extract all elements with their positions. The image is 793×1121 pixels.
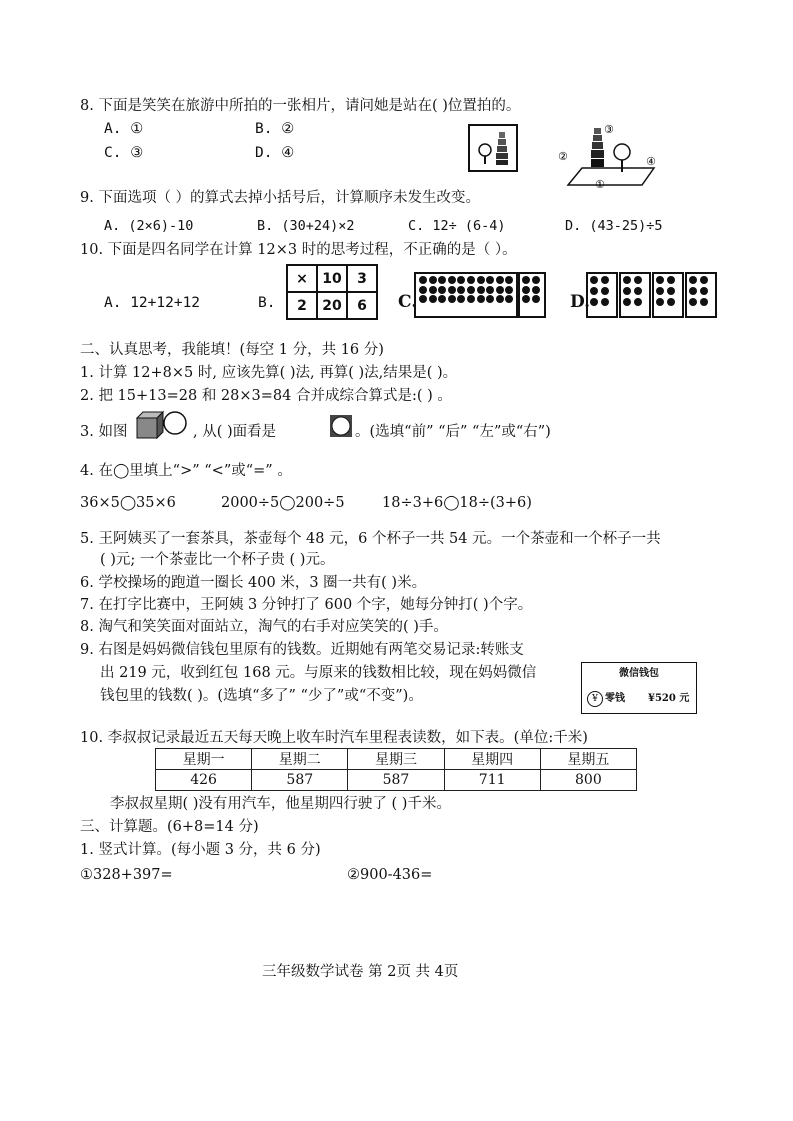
dot [656, 287, 664, 295]
view-figure [329, 414, 353, 438]
grid-cell: 20 [317, 292, 347, 319]
s2-q10-question: 李叔叔星期( )没有用汽车，他星期四行驶了 ( )千米。 [110, 796, 451, 812]
q8-option-a[interactable]: A. ① [104, 121, 144, 137]
dot [496, 286, 504, 294]
s2-q3-part1: 3. 如图 [80, 424, 128, 440]
q9-option-a[interactable]: A. (2×6)-10 [104, 218, 194, 234]
dot [590, 298, 598, 306]
table-cell: 587 [252, 770, 348, 791]
dot [700, 298, 708, 306]
dot [419, 276, 427, 284]
s2-q1: 1. 计算 12+8×5 时, 应该先算( )法, 再算( )法,结果是( )。 [80, 365, 458, 381]
dot [656, 298, 664, 306]
s2-q2: 2. 把 15+13=28 和 28×3=84 合并成综合算式是:( ) 。 [80, 388, 452, 404]
dot [532, 276, 540, 284]
dot [429, 286, 437, 294]
dot [448, 276, 456, 284]
grid-cell: 6 [347, 292, 377, 319]
q10-option-a[interactable]: A. 12+12+12 [104, 295, 201, 311]
table-cell: 711 [444, 770, 540, 791]
table-header-row [156, 749, 637, 770]
dot [448, 286, 456, 294]
dot [486, 286, 494, 294]
dot [522, 276, 530, 284]
dot [634, 298, 642, 306]
dot [623, 276, 631, 284]
s3-expr-1: ①328+397= [80, 867, 173, 883]
s2-q9-line1: 9. 右图是妈妈微信钱包里原有的钱数。近期她有两笔交易记录:转账支 [80, 642, 524, 658]
q9-stem: 9. 下面选项（ ）的算式去掉小括号后，计算顺序未发生改变。 [80, 190, 481, 206]
scene-label-1: ① [595, 178, 605, 191]
table-header-cell: 星期四 [444, 749, 540, 770]
dot [667, 287, 675, 295]
dot [477, 295, 485, 303]
s2-q4-expr-1: 36×5◯35×6 [80, 495, 176, 511]
dot [429, 276, 437, 284]
dot [634, 276, 642, 284]
table-header-cell: 星期三 [348, 749, 444, 770]
q9-option-c[interactable]: C. 12÷ (6-4) [408, 218, 506, 234]
dot [496, 276, 504, 284]
dot [689, 276, 697, 284]
dot [590, 287, 598, 295]
dot [477, 286, 485, 294]
dot [634, 287, 642, 295]
multiplication-grid [286, 264, 378, 320]
dot [700, 287, 708, 295]
q10-stem: 10. 下面是四名同学在计算 12×3 时的思考过程，不正确的是（ ）。 [80, 242, 517, 258]
page-footer: 三年级数学试卷 第 2页 共 4页 [262, 964, 459, 980]
dot [532, 295, 540, 303]
s3-q1: 1. 竖式计算。(每小题 3 分，共 6 分) [80, 842, 321, 858]
grid-cell: 10 [317, 265, 347, 292]
dot [689, 287, 697, 295]
q8-option-c[interactable]: C. ③ [104, 145, 144, 161]
dot [457, 286, 465, 294]
scene-label-4: ④ [646, 155, 656, 168]
cube-sphere-figure [135, 410, 191, 440]
dot [496, 295, 504, 303]
dot [601, 298, 609, 306]
grid-cell: 2 [287, 292, 317, 319]
yen-icon: ¥ [587, 691, 603, 707]
s2-q8: 8. 淘气和笑笑面对面站立，淘气的右手对应笑笑的( )手。 [80, 619, 448, 635]
q8-option-d[interactable]: D. ④ [255, 145, 295, 161]
scene-label-3: ③ [604, 123, 614, 136]
dot [505, 286, 513, 294]
dot [700, 276, 708, 284]
s2-q9-line3: 钱包里的钱数( )。(选填“多了” “少了”或“不变”)。 [100, 688, 423, 704]
s2-q7: 7. 在打字比赛中，王阿姨 3 分钟打了 600 个字，她每分钟打( )个字。 [80, 597, 533, 613]
table-cell: 426 [156, 770, 252, 791]
table-row [156, 770, 637, 791]
scene-label-2: ② [558, 150, 568, 163]
dot [467, 276, 475, 284]
q9-option-d[interactable]: D. (43-25)÷5 [565, 218, 663, 234]
q10-option-b[interactable]: B. [258, 295, 276, 311]
s2-q10: 10. 李叔叔记录最近五天每天晚上收车时汽车里程表读数，如下表。(单位:千米) [80, 730, 588, 746]
wallet-label: 零钱 [605, 693, 625, 704]
section-2-title: 二、认真思考，我能填！(每空 1 分，共 16 分) [80, 342, 384, 358]
s2-q5-line2: ( )元; 一个茶壶比一个杯子贵 ( )元。 [100, 552, 335, 568]
scene-figure [554, 120, 664, 192]
grid-cell: × [287, 265, 317, 292]
dot [448, 295, 456, 303]
table-header-cell: 星期二 [252, 749, 348, 770]
s2-q3-part2: , 从( )面看是 [193, 424, 277, 440]
q10-option-c[interactable]: C. [398, 292, 418, 312]
s2-q4-expr-2: 2000÷5◯200÷5 [221, 495, 345, 511]
dot [623, 287, 631, 295]
s2-q4-expr-3: 18÷3+6◯18÷(3+6) [382, 495, 532, 511]
photo-figure [468, 124, 518, 172]
table-header-cell: 星期一 [156, 749, 252, 770]
dot [601, 276, 609, 284]
s2-q5-line1: 5. 王阿姨买了一套茶具，茶壶每个 48 元，6 个杯子一共 54 元。一个茶壶和一个杯子一共 [80, 531, 661, 547]
table-header-cell: 星期五 [540, 749, 636, 770]
dot [467, 286, 475, 294]
q10-option-d[interactable]: D. [570, 292, 591, 312]
section-3-title: 三、计算题。(6+8=14 分) [80, 819, 259, 835]
q8-stem: 8. 下面是笑笑在旅游中所拍的一张相片，请问她是站在( )位置拍的。 [80, 98, 521, 114]
s3-expr-2: ②900-436= [347, 867, 433, 883]
wallet-amount: ¥520 元 [648, 693, 690, 704]
table-cell: 587 [348, 770, 444, 791]
dot [656, 276, 664, 284]
q9-option-b[interactable]: B. (30+24)×2 [257, 218, 355, 234]
dot [667, 276, 675, 284]
mileage-table [155, 748, 637, 791]
dot [532, 286, 540, 294]
s2-q3-part3: 。(选填“前” “后” “左”或“右”) [355, 424, 551, 440]
wallet-card [581, 662, 697, 714]
dot [623, 298, 631, 306]
dot [429, 295, 437, 303]
s2-q4: 4. 在◯里填上“>” “<”或“=” 。 [80, 463, 292, 479]
dot [419, 286, 427, 294]
dot [438, 286, 446, 294]
s2-q9-line2: 出 219 元，收到红包 168 元。与原来的钱数相比较，现在妈妈微信 [100, 665, 537, 681]
dot [667, 298, 675, 306]
wallet-title: 微信钱包 [619, 668, 659, 679]
s2-q6: 6. 学校操场的跑道一圈长 400 米，3 圈一共有( )米。 [80, 575, 427, 591]
dot [689, 298, 697, 306]
dot [590, 276, 598, 284]
q8-option-b[interactable]: B. ② [255, 121, 295, 137]
grid-cell: 3 [347, 265, 377, 292]
dot [477, 276, 485, 284]
dot [601, 287, 609, 295]
dot [522, 286, 530, 294]
table-cell: 800 [540, 770, 636, 791]
